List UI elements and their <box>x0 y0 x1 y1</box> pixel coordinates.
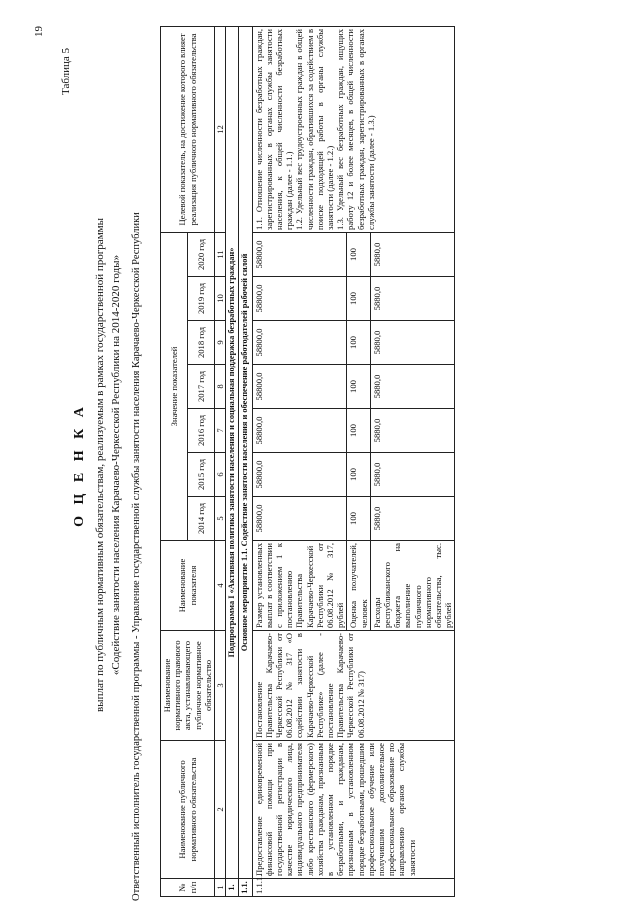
header-year: 2017 год <box>188 365 215 409</box>
column-index: 3 <box>215 631 226 741</box>
column-index-row <box>215 26 226 896</box>
column-index: 8 <box>215 365 226 409</box>
header-act: Наименование нормативного правового акта, устанавливающего публичное нормативное обязательство <box>161 631 215 741</box>
main-activity-title: Основное мероприятие 1.1. Содействие занятости населения и обеспечение работодателей рабочей силой <box>239 26 252 878</box>
table-row <box>252 26 347 896</box>
value-cell: 58800,0 <box>252 365 347 409</box>
legal-act: Постановление Правительства Карачаево-Черкесской Республики от 06.08.2012 № 317 «О содействии занятости в Карачаево-Черкесской Республике» (далее - постановление Правительства Карачаево-Черкесской Республики от 06.08.2012 № 317) <box>252 631 455 741</box>
column-index: 5 <box>215 497 226 541</box>
subprogram-number: 1. <box>226 879 239 897</box>
value-cell: 5880,0 <box>370 232 455 276</box>
target-indicator: 1.1. Отношение численности безработных граждан, зарегистрированных в органах службы занятости населения, к общей численности безработных граждан (далее - 1.1.) 1.2. Удельный вес трудоустроенных граждан в общей численности граждан, обратившихся за содействием в поиске подходящей работы в органы службы занятости (далее - 1.2.) 1.3. Удельный вес безработных граждан, ищущих работу 12 и более месяцев, в общей численности безработных граждан, зарегистрированных в органах службы занятости (далее - 1.3.) <box>252 26 455 232</box>
header-year: 2020 год <box>188 232 215 276</box>
indicator-name: Расходы республиканского бюджета на выполнение публичного нормативного обязательства, тыс. рублей <box>370 541 455 631</box>
subprogram-row <box>226 26 239 896</box>
value-cell: 5880,0 <box>370 365 455 409</box>
value-cell: 58800,0 <box>252 277 347 321</box>
value-cell: 100 <box>347 365 370 409</box>
value-cell: 5880,0 <box>370 409 455 453</box>
header-year: 2015 год <box>188 453 215 497</box>
table-label: Таблица 5 <box>60 47 72 95</box>
value-cell: 100 <box>347 321 370 365</box>
row-number: 1.1.1. <box>252 879 455 897</box>
header-year: 2018 год <box>188 321 215 365</box>
value-cell: 58800,0 <box>252 453 347 497</box>
value-cell: 5880,0 <box>370 321 455 365</box>
value-cell: 58800,0 <box>252 409 347 453</box>
estimate-table <box>160 26 455 897</box>
value-cell: 58800,0 <box>252 321 347 365</box>
value-cell: 100 <box>347 409 370 453</box>
column-index: 12 <box>215 26 226 232</box>
value-cell: 5880,0 <box>370 453 455 497</box>
responsible-executor: Ответственный исполнитель государственной программы - Управление государственной службы занятости населения Карачаево-Черкесской Республики <box>131 212 142 901</box>
value-cell: 100 <box>347 277 370 321</box>
obligation-name: Предоставление единовременной финансовой помощи при государственной регистрации в качестве юридического лица, индивидуального предпринимателя либо крестьянского (фермерского) хозяйства гражданам, признанным в установленном порядке безработными, и гражданам, признанным в установленном порядке безработными, прошедшим профессиональное обучение или получившим дополнительное профессиональное образование по направлению органов службы занятости <box>252 741 455 879</box>
header-year: 2014 год <box>188 497 215 541</box>
document-title: О Ц Е Н К А <box>72 403 87 527</box>
column-index: 1 <box>215 879 226 897</box>
header-row-1 <box>161 26 188 896</box>
header-values-group: Значение показателей <box>161 232 188 540</box>
indicator-name: Размер установленных выплат в соответствии с приложением 1 к постановлению Правительства Карачаево-Черкесской Республики от 06.08.2012 № 317, рублей <box>252 541 347 631</box>
value-cell: 5880,0 <box>370 497 455 541</box>
value-cell: 100 <box>347 453 370 497</box>
column-index: 2 <box>215 741 226 879</box>
subtitle-line-2: «Содействие занятости населения Карачаево-Черкесской Республики на 2014-2020 годы» <box>110 254 122 676</box>
header-num: № п/п <box>161 879 215 897</box>
value-cell: 100 <box>347 497 370 541</box>
header-year: 2016 год <box>188 409 215 453</box>
indicator-name: Оценка получателей, человек <box>347 541 370 631</box>
value-cell: 100 <box>347 232 370 276</box>
main-activity-row <box>239 26 252 896</box>
column-index: 9 <box>215 321 226 365</box>
column-index: 4 <box>215 541 226 631</box>
subprogram-title: Подпрограмма I «Активная политика занятости населения и социальная поддержка безработных граждан» <box>226 26 239 878</box>
value-cell: 5880,0 <box>370 277 455 321</box>
column-index: 7 <box>215 409 226 453</box>
subtitle-line-1: выплат по публичным нормативным обязательствам, реализуемым в рамках государственной программы <box>94 217 106 713</box>
main-activity-number: 1.1. <box>239 879 252 897</box>
value-cell: 58800,0 <box>252 232 347 276</box>
header-target: Целевой показатель, на достижение которого влияет реализация публичного нормативного обязательства <box>161 26 215 232</box>
header-year: 2019 год <box>188 277 215 321</box>
column-index: 11 <box>215 232 226 276</box>
value-cell: 58800,0 <box>252 497 347 541</box>
page-number: 19 <box>33 26 45 37</box>
header-indicator: Наименование показателя <box>161 541 215 631</box>
header-obligation: Наименование публичного нормативного обязательства <box>161 741 215 879</box>
column-index: 6 <box>215 453 226 497</box>
column-index: 10 <box>215 277 226 321</box>
